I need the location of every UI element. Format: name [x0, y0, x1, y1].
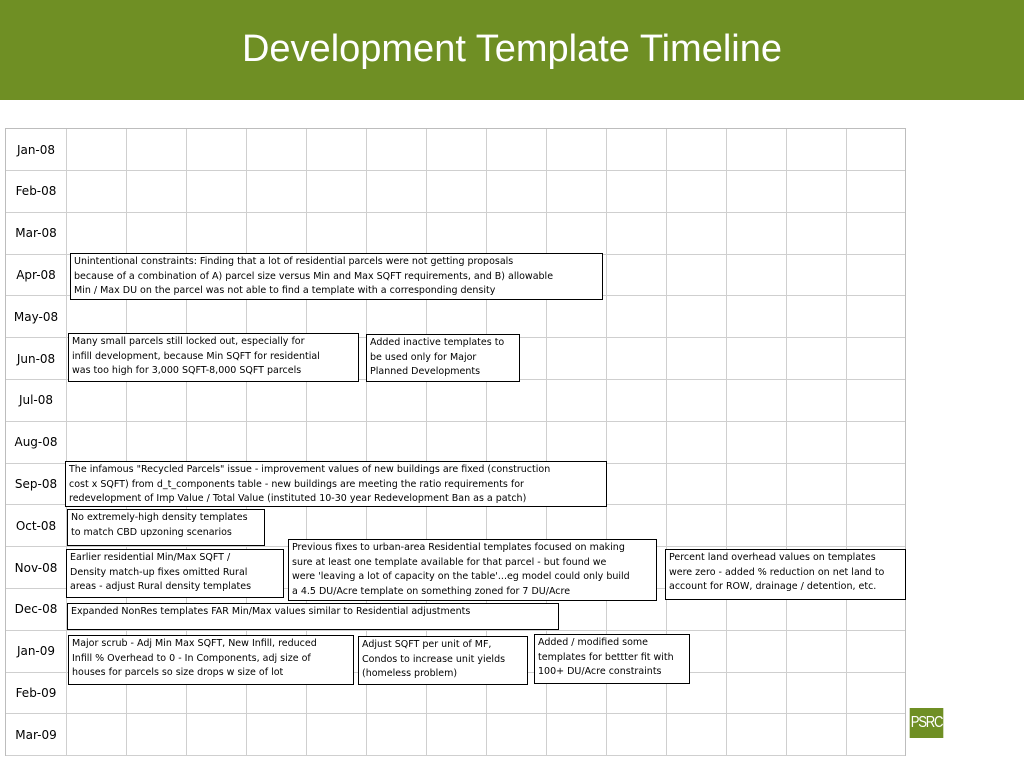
month-label: Dec-08 [14, 602, 58, 617]
month-label: Feb-09 [15, 685, 57, 700]
timeline-row [6, 171, 905, 213]
timeline-note: The infamous "Recycled Parcels" issue - improvement values of new buildings are fixed (construction cost x SQFT) from d_t_components table - new buildings are meeting the ratio requirements for redevelopment of Imp Value / Total Value (instituted 10-30 year Redevelopment Ban as a patch) [65, 461, 607, 507]
month-label: Jan-09 [16, 644, 56, 659]
month-label: Sep-08 [14, 476, 58, 491]
month-label: Jun-08 [16, 351, 56, 366]
timeline-note: Expanded NonRes templates FAR Min/Max values similar to Residential adjustments [67, 603, 559, 630]
timeline-note: Previous fixes to urban-area Residential templates focused on making sure at least one template available for that parcel - but found we were 'leaving a lot of capacity on the table'...eg model could only build a 4.5 DU/Acre template on something zoned for 7 DU/Acre [288, 539, 657, 601]
month-label: Apr-08 [16, 267, 56, 282]
slide-title: Development Template Timeline [241, 28, 782, 70]
month-label: Mar-08 [15, 226, 57, 241]
month-label: Feb-08 [15, 184, 57, 199]
month-label: Oct-08 [15, 518, 57, 533]
month-label: Nov-08 [14, 560, 58, 575]
timeline-note: No extremely-high density templates to match CBD upzoning scenarios [67, 509, 265, 546]
month-label: Mar-09 [15, 727, 57, 742]
timeline-note: Earlier residential Min/Max SQFT / Density match-up fixes omitted Rural areas - adjust Rural density templates [66, 549, 284, 598]
timeline-row [6, 714, 905, 756]
timeline-note: Added / modified some templates for bettter fit with 100+ DU/Acre constraints [534, 634, 690, 684]
timeline-note: Adjust SQFT per unit of MF, Condos to increase unit yields (homeless problem) [358, 636, 528, 685]
timeline-note: Percent land overhead values on templates were zero - added % reduction on net land to account for ROW, drainage / detention, etc. [665, 549, 906, 600]
grid-divider [66, 129, 67, 755]
grid-divider [786, 129, 787, 755]
timeline-note: Many small parcels still locked out, especially for infill development, because Min SQFT for residential was too high for 3,000 SQFT-8,000 SQFT parcels [68, 333, 359, 382]
psrc-logo: PSRC [910, 708, 944, 738]
grid-divider [726, 129, 727, 755]
timeline-note: Added inactive templates to be used only for Major Planned Developments [366, 334, 520, 382]
timeline-row [6, 422, 905, 464]
title-bar [0, 0, 1024, 100]
timeline-row [6, 296, 905, 338]
month-label: Aug-08 [14, 435, 58, 450]
grid-divider [846, 129, 847, 755]
month-label: Jan-08 [16, 142, 56, 157]
timeline-note: Unintentional constraints: Finding that a lot of residential parcels were not getting proposals because of a combination of A) parcel size versus Min and Max SQFT requirements, and B) allowable Min / Max DU on the parcel was not able to find a template with a corresponding density [70, 253, 603, 300]
timeline-row [6, 129, 905, 171]
timeline-note: Major scrub - Adj Min Max SQFT, New Infill, reduced Infill % Overhead to 0 - In Components, adj size of houses for parcels so size drops w size of lot [68, 635, 354, 685]
month-label: May-08 [13, 309, 59, 324]
month-label: Jul-08 [18, 393, 54, 408]
timeline-row [6, 380, 905, 422]
timeline-row [6, 213, 905, 255]
